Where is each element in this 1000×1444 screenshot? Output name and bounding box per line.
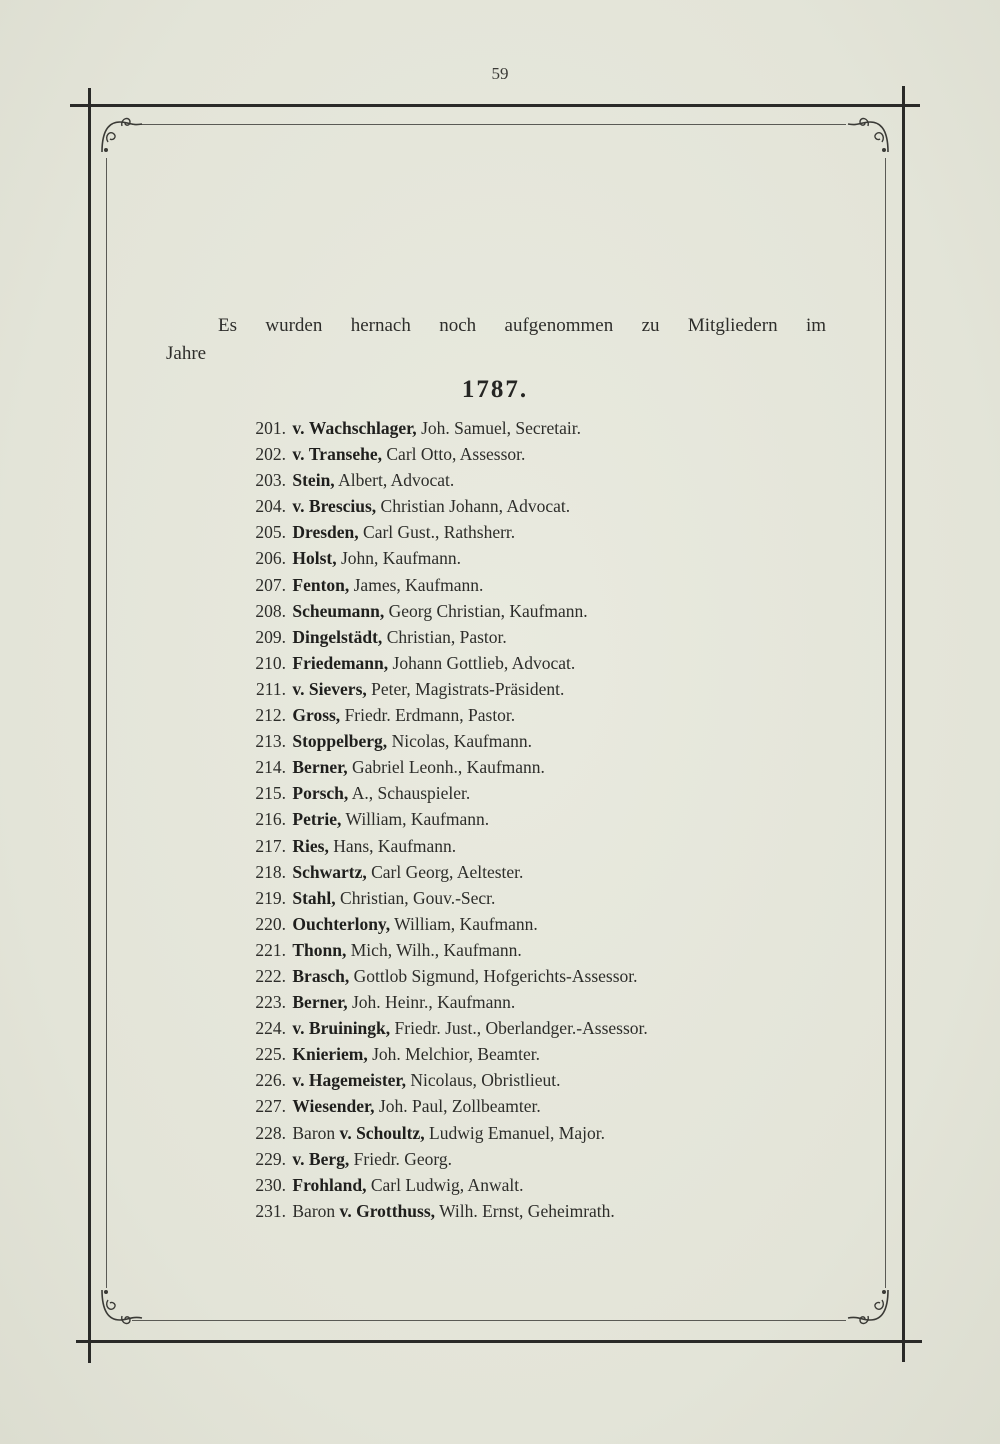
entry-surname: Fenton, [292, 574, 350, 595]
intro-line: Jahre [166, 343, 207, 364]
list-item [222, 493, 842, 519]
entry-surname: Schoultz, [356, 1122, 425, 1143]
entry-number: 204. [255, 496, 286, 517]
entry-surname: Stein, [292, 470, 335, 491]
entry-details: Christian Johann, Advocat. [380, 496, 571, 517]
entry-surname: Wiesender, [292, 1096, 375, 1117]
entry-details: Gottlob Sigmund, Hofgerichts-Assessor. [353, 965, 638, 986]
entry-details: Georg Christian, Kaufmann. [388, 600, 588, 621]
list-item [222, 467, 842, 493]
entry-nobiliary-particle: v. [292, 444, 305, 465]
list-item [222, 780, 842, 806]
entry-details: Joh. Paul, Zollbeamter. [378, 1096, 541, 1117]
entry-number: 227. [255, 1096, 286, 1117]
entry-number: 222. [255, 965, 286, 986]
entry-number: 201. [255, 418, 286, 438]
entry-title: Baron [292, 1122, 336, 1143]
list-item [222, 572, 842, 598]
entry-number: 218. [255, 861, 286, 882]
member-list [222, 415, 842, 1224]
entry-surname: Knieriem, [292, 1044, 368, 1065]
entry-details: Joh. Heinr., Kaufmann. [352, 992, 516, 1013]
entry-surname: Hagemeister, [308, 1070, 406, 1091]
list-item [222, 1093, 842, 1119]
list-item [222, 415, 842, 441]
entry-details: Gabriel Leonh., Kaufmann. [352, 757, 545, 778]
entry-surname: Brasch, [292, 965, 350, 986]
entry-surname: Frohland, [292, 1174, 367, 1195]
list-item [222, 702, 842, 728]
entry-details: Carl Otto, Assessor. [386, 444, 526, 465]
entry-surname: Wachschlager, [308, 418, 417, 438]
entry-number: 215. [255, 783, 286, 804]
entry-surname: Gross, [292, 705, 341, 726]
list-item [222, 598, 842, 624]
list-item [222, 885, 842, 911]
entry-surname: Stahl, [292, 887, 336, 908]
entry-surname: Berg, [308, 1148, 350, 1169]
entry-number: 207. [255, 574, 286, 595]
entry-details: Joh. Samuel, Secretair. [421, 418, 581, 438]
list-item [222, 519, 842, 545]
frame-inner-left [106, 158, 107, 1288]
page-number: 59 [491, 64, 509, 83]
entry-nobiliary-particle: v. [292, 1070, 305, 1091]
entry-number: 221. [255, 939, 286, 960]
entry-details: Friedr. Just., Oberlandger.-Assessor. [394, 1018, 648, 1039]
entry-details: Friedr. Georg. [353, 1148, 452, 1169]
entry-surname: Schwartz, [292, 861, 367, 882]
frame-border-bottom [76, 1340, 922, 1343]
frame-border-top [70, 104, 920, 107]
entry-details: Joh. Melchior, Beamter. [372, 1044, 541, 1065]
list-item [222, 937, 842, 963]
list-item [222, 1120, 842, 1146]
frame-inner-right [885, 158, 886, 1288]
entry-details: Ludwig Emanuel, Major. [429, 1122, 605, 1143]
entry-number: 205. [255, 522, 286, 543]
list-item [222, 676, 842, 702]
intro-paragraph [166, 312, 826, 368]
entry-number: 219. [255, 887, 286, 908]
list-item [222, 650, 842, 676]
entry-details: Hans, Kaufmann. [333, 835, 457, 856]
entry-surname: Scheumann, [292, 600, 385, 621]
entry-number: 212. [255, 705, 286, 726]
entry-details: Christian, Gouv.-Secr. [340, 887, 496, 908]
list-item [222, 1172, 842, 1198]
entry-surname: Porsch, [292, 783, 349, 804]
entry-number: 202. [255, 444, 286, 465]
entry-surname: Petrie, [292, 809, 342, 830]
list-item [222, 1146, 842, 1172]
list-item [222, 963, 842, 989]
entry-details: Carl Ludwig, Anwalt. [370, 1174, 524, 1195]
list-item [222, 1067, 842, 1093]
entry-number: 211. [256, 678, 286, 699]
list-item [222, 1015, 842, 1041]
entry-number: 206. [255, 548, 286, 569]
entry-number: 220. [255, 913, 286, 934]
corner-ornament-icon [846, 112, 892, 158]
list-item [222, 624, 842, 650]
entry-nobiliary-particle: v. [339, 1200, 352, 1221]
entry-details: Nicolaus, Obristlieut. [410, 1070, 561, 1091]
entry-number: 228. [255, 1122, 286, 1143]
entry-title: Baron [292, 1200, 336, 1221]
list-item [222, 545, 842, 571]
entry-nobiliary-particle: v. [292, 678, 305, 699]
frame-inner-bottom [132, 1320, 846, 1321]
entry-nobiliary-particle: v. [292, 1018, 305, 1039]
entry-details: Wilh. Ernst, Geheimrath. [439, 1200, 615, 1221]
entry-details: William, Kaufmann. [345, 809, 490, 830]
entry-surname: Thonn, [292, 939, 347, 960]
entry-surname: Bruiningk, [308, 1018, 391, 1039]
list-item [222, 859, 842, 885]
entry-details: William, Kaufmann. [394, 913, 538, 934]
entry-surname: Holst, [292, 548, 337, 569]
entry-surname: Stoppelberg, [292, 731, 388, 752]
entry-surname: Sievers, [308, 678, 367, 699]
entry-details: Johann Gottlieb, Advocat. [392, 652, 576, 673]
entry-number: 209. [255, 626, 286, 647]
entry-number: 210. [255, 652, 286, 673]
entry-details: Peter, Magistrats-Präsident. [371, 678, 565, 699]
entry-number: 223. [255, 992, 286, 1013]
list-item [222, 989, 842, 1015]
entry-number: 217. [255, 835, 286, 856]
entry-details: Albert, Advocat. [338, 470, 455, 491]
entry-nobiliary-particle: v. [339, 1122, 352, 1143]
entry-surname: Berner, [292, 757, 348, 778]
list-item [222, 911, 842, 937]
entry-surname: Ouchterlony, [292, 913, 391, 934]
entry-nobiliary-particle: v. [292, 1148, 305, 1169]
entry-nobiliary-particle: v. [292, 418, 305, 438]
entry-number: 230. [255, 1174, 286, 1195]
entry-number: 216. [255, 809, 286, 830]
entry-nobiliary-particle: v. [292, 496, 305, 517]
entry-details: James, Kaufmann. [353, 574, 484, 595]
entry-number: 203. [255, 470, 286, 491]
entry-details: Friedr. Erdmann, Pastor. [344, 705, 516, 726]
entry-surname: Ries, [292, 835, 329, 856]
list-item [222, 754, 842, 780]
list-item [222, 1041, 842, 1067]
entry-number: 231. [255, 1200, 286, 1221]
entry-number: 226. [255, 1070, 286, 1091]
frame-inner-top [132, 124, 846, 125]
frame-border-right [902, 86, 905, 1362]
list-item [222, 728, 842, 754]
entry-surname: Berner, [292, 992, 348, 1013]
entry-surname: Transehe, [308, 444, 382, 465]
entry-surname: Dresden, [292, 522, 359, 543]
entry-number: 224. [255, 1018, 286, 1039]
list-item [222, 441, 842, 467]
entry-number: 213. [255, 731, 286, 752]
entry-surname: Friedemann, [292, 652, 389, 673]
entry-surname: Brescius, [308, 496, 377, 517]
entry-details: Christian, Pastor. [386, 626, 507, 647]
entry-surname: Grotthuss, [356, 1200, 436, 1221]
entry-number: 214. [255, 757, 286, 778]
year-heading: 1787. [461, 376, 529, 403]
list-item [222, 833, 842, 859]
entry-details: Mich, Wilh., Kaufmann. [350, 939, 522, 960]
entry-number: 229. [255, 1148, 286, 1169]
corner-ornament-icon [98, 112, 144, 158]
intro-line: Es wurden hernach noch aufgenommen zu Mitgliedern im [218, 315, 826, 336]
entry-number: 208. [255, 600, 286, 621]
entry-details: Carl Georg, Aeltester. [371, 861, 524, 882]
entry-details: A., Schauspieler. [351, 783, 471, 804]
corner-ornament-icon [98, 1284, 144, 1330]
entry-surname: Dingelstädt, [292, 626, 383, 647]
list-item [222, 1198, 842, 1224]
entry-details: Carl Gust., Rathsherr. [363, 522, 516, 543]
entry-details: John, Kaufmann. [341, 548, 462, 569]
list-item [222, 806, 842, 832]
entry-number: 225. [255, 1044, 286, 1065]
frame-border-left [88, 88, 91, 1363]
entry-details: Nicolas, Kaufmann. [391, 731, 533, 752]
corner-ornament-icon [846, 1284, 892, 1330]
